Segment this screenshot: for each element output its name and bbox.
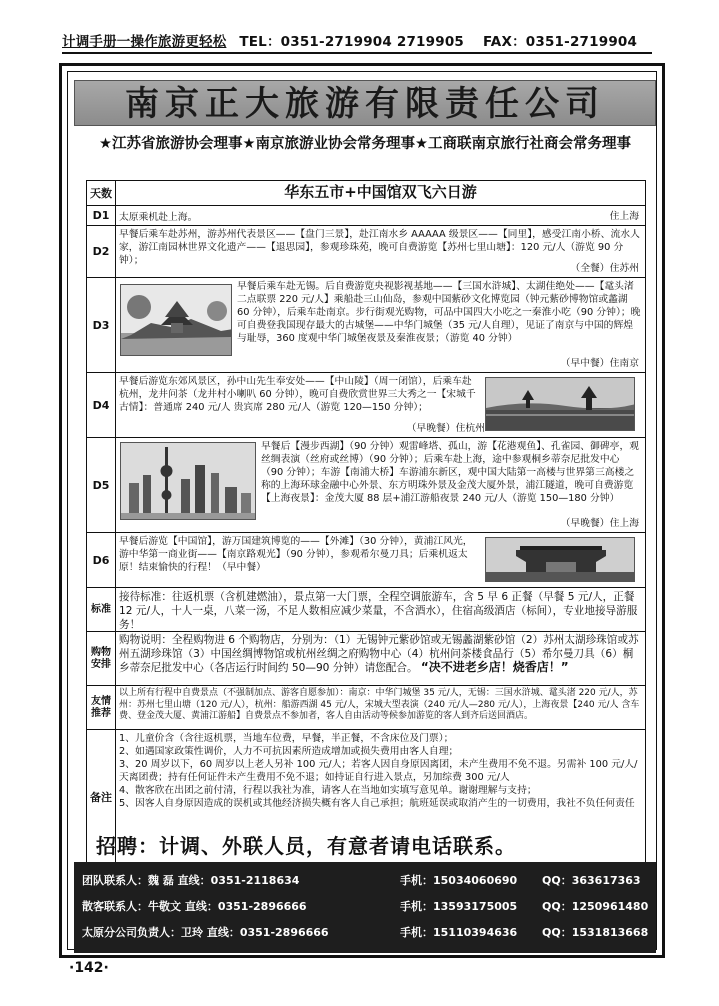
shopping-body: 购物说明：全程购物进 6 个购物店，分别为：（1）无锡钟元紫砂馆或无锡蠡湖紫砂馆（2）苏州太湖珍珠馆或苏州五湖珍珠馆（3）中国丝绸博物馆或杭州丝绸之府购物中心（4）杭州问茶楼食品行（5）希尔曼刀具（6）桐乡蒂奈尼批发中心（各店运行时间约 50—90 分钟）请您配合。: [119, 634, 639, 674]
table-row-d2: [87, 225, 645, 277]
table-row-title: [87, 181, 645, 205]
day-stay: 住上海: [609, 211, 639, 222]
ad-frame: [59, 63, 665, 958]
table-row-d6: [87, 532, 645, 587]
table-row-d3: [87, 277, 645, 372]
shanghai-skyline-photo: [120, 442, 256, 520]
standards-text: 接待标准：往返机票（含机建燃油），景点第一大门票，全程空调旅游车，含 5 早 6 正餐（早餐 5 元/人，正餐 12 元/人，十人一桌，八菜一汤，不足人数相应减少菜量，不含酒水），住宿高级酒店（标间），专业地接导游服务！: [119, 591, 638, 631]
day-text: 太原乘机赴上海。: [119, 212, 198, 223]
day-label: D2: [87, 226, 116, 277]
remarks-label: 备注: [87, 730, 116, 864]
contact-role: 太原分公司负责人：卫玲 直线：0351-2896666: [82, 926, 329, 939]
day-text: 早餐后游览东郊风景区，孙中山先生奉安处——【中山陵】（周一闭馆），后乘车赴杭州，龙井问茶（龙井村小喇叭 60 分钟），晚可自费欣赏世界三大秀之一【宋城千古情】：普通席 240 元/人 贵宾席 280 元/人（游览 120—150 分钟）；: [119, 376, 476, 413]
day-label: D5: [87, 438, 116, 532]
header-tel: TEL：0351-2719904 2719905: [239, 34, 465, 50]
contact-qq: QQ：1531813668: [542, 926, 649, 939]
list-item: 5、因客人自身原因造成的误机或其他经济损失概有客人自己承担；航班延误或取消产生的一切费用，我社不负任何责任: [119, 798, 635, 809]
day-label: D3: [87, 278, 116, 372]
list-item: 2、如遇国家政策性调价，人力不可抗因素所造成增加或损失费用由客人自理；: [119, 746, 459, 757]
company-associations: ★江苏省旅游协会理事★南京旅游业协会常务理事★工商联南京旅行社商会常务理事: [99, 136, 631, 152]
table-row-shopping: [87, 631, 645, 685]
shopping-note: “决不进老乡店！烧香店！”: [420, 660, 569, 674]
header-fax: FAX：0351-2719904: [482, 34, 638, 50]
day-label: D1: [87, 206, 116, 225]
trip-title: 华东五市+中国馆双飞六日游: [284, 183, 477, 201]
contact-role: 团队联系人：魏 磊 直线：0351-2118634: [82, 874, 300, 887]
table-row-d4: [87, 372, 645, 437]
col-header-days: 天数: [87, 181, 116, 205]
header-slogan: 计调手册一操作旅游更轻松: [62, 34, 227, 50]
contact-row: [82, 870, 652, 892]
company-name: 南京正大旅游有限责任公司: [74, 80, 656, 126]
shopping-text: [119, 634, 641, 683]
recruit-banner: 招聘：计调、外联人员，有意者请电话联系。: [96, 834, 516, 858]
contacts-panel: [74, 862, 656, 953]
day-stay: （全餐）住苏州: [570, 263, 639, 274]
day-text: 早餐后乘车赴无锡。后自费游览央视影视基地——【三国水浒城】、太湖佳绝处——【鼋头渚 二点联票 220 元/人】乘船赴三山仙岛，参观中国紫砂文化博览园（钟元紫砂博物馆或蠡湖 60 分钟），后乘车赴南京。步行街观光购物，可品中国四大小吃之一秦淮小吃（90 分钟）；晚可自费登我国现存最大的古城堡——中华门城堡（35 元/人自理），见证了南京与中国的辉煌与耻辱，360 度观中华门城堡夜景及秦淮夜景；（游览 40 分钟）: [237, 281, 641, 344]
contact-qq: QQ：363617363: [542, 874, 641, 887]
day-text: 早餐后乘车赴苏州，游苏州代表景区——【盘门三景】，赴江南水乡 AAAAA 级景区——【同里】，感受江南小桥、流水人家，游江南园林世界文化遗产——【退思园】，参观珍珠苑，晚可自费游览【苏州七里山塘】：120 元/人（游览 90 分钟）；: [119, 229, 640, 266]
friendly-label: 友情推荐: [87, 686, 116, 729]
contact-row: [82, 896, 652, 918]
contact-mobile: 手机：15110394636: [400, 926, 518, 939]
day-label: D6: [87, 533, 116, 587]
standards-label: 标准: [87, 588, 116, 631]
contact-mobile: 手机：15034060690: [400, 874, 518, 887]
list-item: 3、20 周岁以下，60 周岁以上老人另补 100 元/人；若客人因自身原因离团，未产生费用不免不退。另需补 100 元/人/ 天离团费；持有任何证件未产生费用不免不退；如持证自行进入景点，另加综费 300 元/人: [119, 759, 638, 783]
pavilion-photo: [120, 284, 232, 356]
page-number: ·142·: [69, 960, 109, 976]
shopping-label: 购物安排: [87, 632, 116, 685]
day-label: D4: [87, 373, 116, 437]
day-text: 早餐后【漫步西湖】（90 分钟）观雷峰塔、孤山，游【花港观鱼】、孔雀园、御碑亭，观丝绸表演（丝府或丝博）（90 分钟）；后乘车赴上海，途中参观桐乡蒂奈尼批发中心（90 分钟）；车游【南浦大桥】车游浦东新区，观中国大陆第一高楼与世界第三高楼之称的上海环球金融中心外景、东方明珠外景及金茂大厦外景，浦江隧道，晚可自费游览【上海夜景】：金茂大厦 88 层+浦江游船夜景 240 元/人（游览 150—180 分钟）: [261, 441, 640, 504]
table-row-d5: [87, 437, 645, 532]
contact-role: 散客联系人：牛敬文 直线：0351-2896666: [82, 900, 307, 913]
contact-qq: QQ：1250961480: [542, 900, 649, 913]
list-item: 1、儿童价含（含往返机票，当地车位费，早餐，半正餐，不含床位及门票）；: [119, 733, 454, 744]
friendly-text: 以上所有行程中自费景点（不强制加点、游客自愿参加）：南京：中华门城堡 35 元/人，无锡：三国水浒城、鼋头渚 220 元/人，苏州：苏州七里山塘（120 元/人），杭州：船游西湖 45 元/人，宋城大型表演（240 元/人—280 元/人），上海夜景【240 元/人 含车费、登金茂大厦、黄浦江游船】自费景点不参加者，客人自由活动等候参加游览的客人到齐后送回酒店。: [119, 688, 640, 721]
ad-inner-frame: [67, 71, 657, 950]
day-stay: （早中餐）住南京: [560, 358, 639, 369]
west-lake-photo: [485, 377, 635, 431]
day-stay: （早晚餐）住杭州: [406, 423, 485, 434]
contact-row: [82, 922, 652, 944]
table-row-standards: [87, 587, 645, 631]
contact-mobile: 手机：13593175005: [400, 900, 518, 913]
china-pavilion-photo: [485, 537, 635, 582]
list-item: 4、散客欣在出团之前付清，行程以我社为准，请客人在当地如实填写意见单。谢谢理解与支持；: [119, 785, 537, 796]
day-text: 早餐后游览【中国馆】，游万国建筑博览的——【外滩】（30 分钟），黄浦江风光，游中华第一商业街——【南京路观光】（90 分钟），参观希尔曼刀具；后乘机返太原！结束愉快的行程！（早中餐）: [119, 536, 473, 573]
table-row-d1: [87, 205, 645, 225]
header-bar: [62, 30, 652, 54]
table-row-friendly: [87, 685, 645, 729]
itinerary-table: [86, 180, 646, 864]
day-stay: （早晚餐）住上海: [560, 518, 639, 529]
